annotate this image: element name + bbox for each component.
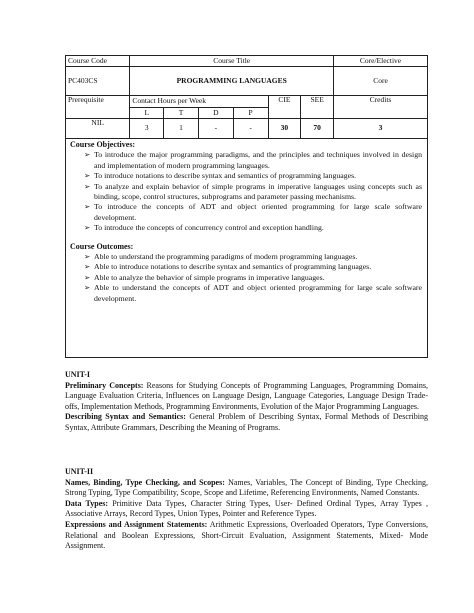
- unit-1-section: [65, 370, 428, 434]
- credits-label: Credits: [334, 96, 428, 119]
- see-value: 70: [301, 119, 334, 139]
- header-course-code: Course Code: [66, 56, 130, 67]
- header-core-elective: Core/Elective: [334, 56, 428, 67]
- p-value: -: [233, 119, 268, 139]
- unit-2-paragraph-1: [65, 478, 428, 499]
- cie-label: CIE: [268, 96, 301, 119]
- t-label: T: [164, 108, 199, 119]
- l-label: L: [130, 108, 164, 119]
- unit-2-paragraph-3: [65, 520, 428, 552]
- unit-1-paragraph-1: [65, 381, 428, 413]
- unit-1-label-1: Preliminary Concepts:: [65, 380, 144, 390]
- unit-2-section: [65, 467, 428, 552]
- course-title: PROGRAMMING LANGUAGES: [130, 67, 334, 96]
- prerequisite-value: NIL: [66, 119, 130, 139]
- list-item: ➢ To introduce the major programming paradigms, and the principles and techniques involved in design and implementation of modern programming languages.: [70, 150, 422, 171]
- list-item: ➢ Able to understand the programming paradigms of modern programming languages.: [70, 252, 422, 262]
- outcomes-list: [70, 252, 422, 304]
- course-info-table: [65, 55, 428, 139]
- unit-2-label-2: Data Types:: [65, 498, 109, 508]
- outcomes-heading: Course Outcomes:: [70, 241, 134, 251]
- objectives-list: [70, 150, 422, 233]
- unit-2-text-3: Arithmetic Expressions, Overloaded Operators, Type Conversions, Relational and Boolean Expressions, Short-Circuit Evaluation, Assignment Statements, Mixed- Mode Assignment.: [65, 519, 428, 551]
- list-item: ➢ To introduce notations to describe syntax and semantics of programming languages.: [70, 171, 422, 181]
- list-item: ➢ Able to understand the concepts of ADT and object oriented programming for large scale software development.: [70, 283, 422, 304]
- l-value: 3: [130, 119, 164, 139]
- unit-2-text-2: Primitive Data Types, Character String Types, User- Defined Ordinal Types, Array Types , Associative Arrays, Record Types, Union Types, Pointer and Reference Types.: [65, 498, 428, 519]
- see-label: SEE: [301, 96, 334, 119]
- prerequisite-label: Prerequisite: [66, 96, 130, 119]
- unit-1-text-2: General Problem of Describing Syntax, Formal Methods of Describing Syntax, Attribute Grammars, Describing the Meaning of Programs.: [65, 412, 428, 432]
- unit-2-label-3: Expressions and Assignment Statements:: [65, 519, 208, 529]
- p-label: P: [233, 108, 268, 119]
- unit-2-title: UNIT-II: [65, 467, 94, 476]
- cie-value: 30: [268, 119, 301, 139]
- credits-value: 3: [334, 119, 428, 139]
- unit-1-label-2: Describing Syntax and Semantics:: [65, 412, 186, 422]
- unit-2-text-1: Names, Variables, The Concept of Binding, Type Checking, Strong Typing, Type Compatibility, Scope, Scope and Lifetime, Referencing Environments, Named Constants.: [65, 477, 428, 498]
- unit-1-text-1: Reasons for Studying Concepts of Programming Languages, Programming Domains, Language Evaluation Criteria, Influences on Language Design, Language Categories, Language Design Trade-offs, Implementation Methods, Programming Environments, Evolution of the Major Programming Languages.: [65, 380, 428, 411]
- unit-1-paragraph-2: [65, 412, 428, 433]
- list-item: ➢ To introduce the concepts of ADT and object oriented programming for large scale software development.: [70, 202, 422, 223]
- core-elective-value: Core: [334, 67, 428, 96]
- unit-2-paragraph-2: [65, 499, 428, 520]
- t-value: 1: [164, 119, 199, 139]
- objectives-heading: Course Objectives:: [70, 140, 136, 149]
- contact-hours-label: Contact Hours per Week: [130, 96, 268, 108]
- list-item: ➢ To analyze and explain behavior of simple programs in imperative languages using concepts such as binding, scope, control structures, subprograms and parameter passing mechanisms.: [70, 182, 422, 203]
- d-label: D: [198, 108, 233, 119]
- list-item: ➢ Able to introduce notations to describe syntax and semantics of programming languages.: [70, 262, 422, 272]
- list-item: ➢ To introduce the concepts of concurrency control and exception handling.: [70, 223, 422, 233]
- unit-1-title: UNIT-I: [65, 370, 91, 379]
- d-value: -: [198, 119, 233, 139]
- unit-2-label-1: Names, Binding, Type Checking, and Scopes:: [65, 477, 225, 487]
- objectives-outcomes-content: [70, 140, 422, 304]
- course-code: PC403CS: [66, 67, 130, 96]
- header-course-title: Course Title: [130, 56, 334, 67]
- objectives-outcomes-box: [65, 138, 428, 358]
- list-item: ➢ Able to analyze the behavior of simple programs in imperative languages.: [70, 273, 422, 283]
